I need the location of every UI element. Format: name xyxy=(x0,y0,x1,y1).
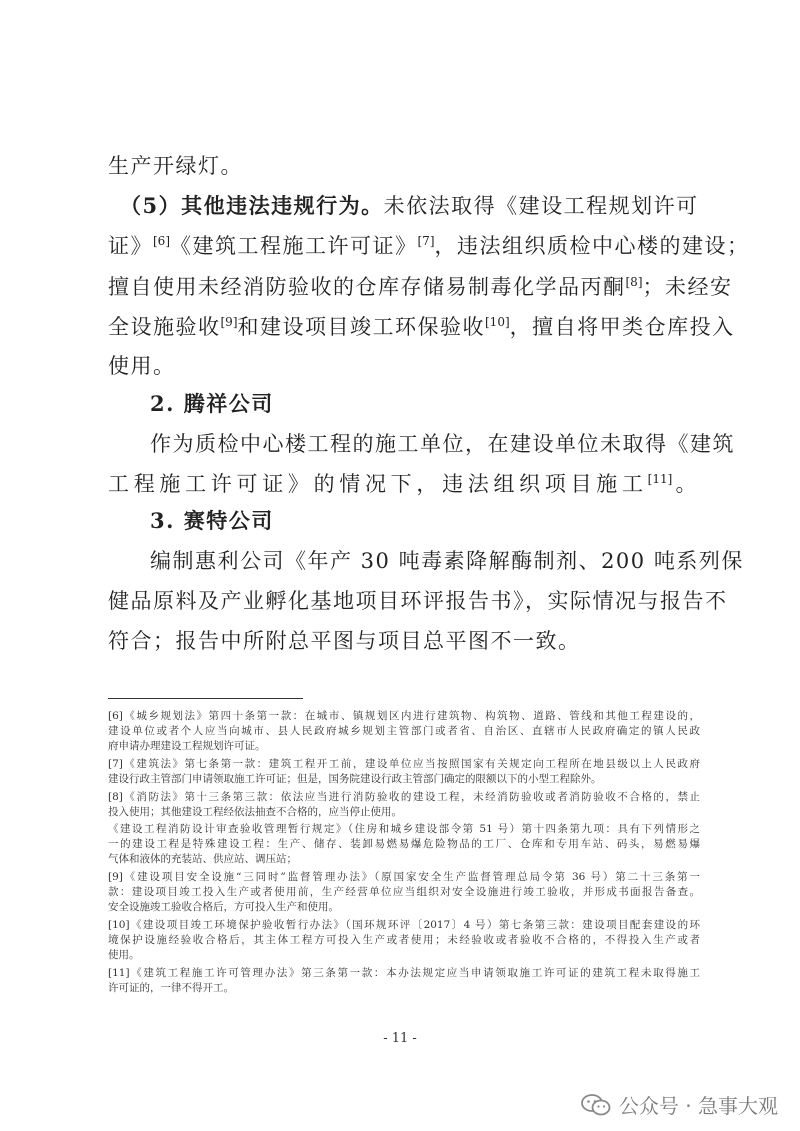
footnote-line: 建设行政主管部门申请领取施工许可证；但是，国务院建设行政主管部门确定的限额以下的小型工程除外。 xyxy=(108,773,602,785)
footnote-line: 款：建设项目竣工投入生产或者使用前，生产经营单位应当组织对安全设施进行竣工验收，并形成书面报告备查。 xyxy=(108,886,700,898)
footnote-ref-6[interactable]: [6] xyxy=(153,234,170,248)
text: 。 xyxy=(672,472,699,496)
footnote-line: 安全设施竣工验收合格后，方可投入生产和使用。 xyxy=(108,901,339,913)
wechat-icon xyxy=(581,1094,611,1116)
body-line-12: 健品原料及产业孵化基地项目环评报告书》，实际情况与报告不 xyxy=(108,589,728,613)
footnote-ref-10[interactable]: [10] xyxy=(485,315,510,329)
text: 未依法取得《建设工程规划许可 xyxy=(383,194,699,218)
footnote-ref-7[interactable]: [7] xyxy=(417,234,435,248)
footnote-line: 许可证的，一律不得开工。 xyxy=(108,982,234,994)
body-line-2 xyxy=(108,192,698,220)
text: ，擅自将甲类仓库投入 xyxy=(509,315,735,339)
footnote-line: 境保护设施经验收合格后，其主体工程方可投入生产或者使用；未经验收或者验收不合格的，不得投入生产或者 xyxy=(108,934,700,946)
body-line-3 xyxy=(108,232,750,260)
footnote-separator xyxy=(108,698,303,699)
page-number: - 11 - xyxy=(383,1031,417,1046)
footnote-ref-11[interactable]: [11] xyxy=(647,472,673,486)
body-line-5 xyxy=(108,313,735,341)
footnote-ref-9[interactable]: [9] xyxy=(220,315,238,329)
footnote-line: 使用。 xyxy=(108,949,140,961)
footnote-line: [7]《建筑法》第七条第一款：建筑工程开工前，建设单位应当按照国家有关规定向工程所在地县级以上人民政府 xyxy=(108,758,700,770)
text: ；未经安 xyxy=(642,275,733,299)
body-line-4 xyxy=(108,273,733,301)
body-line-9 xyxy=(108,470,698,498)
footnote-line: 气体和液体的充装站、供应站、调压站； xyxy=(108,853,297,865)
footnote-ref-8[interactable]: [8] xyxy=(625,275,643,289)
footnote-line: 《建设工程消防设计审查验收管理暂行规定》（住房和城乡建设部令第 51 号）第十四条第九项：具有下列情形之 xyxy=(108,823,700,835)
text: 擅自使用未经消防验收的仓库存储易制毒化学品丙酮 xyxy=(108,275,626,299)
text: 《建筑工程施工许可证》 xyxy=(170,234,418,258)
section-heading-2: 2. 腾祥公司 xyxy=(150,391,274,416)
footnote-line: 建设单位或者个人应当向城市、县人民政府城乡规划主管部门或者省、自治区、直辖市人民政府确定的镇人民政 xyxy=(108,725,700,737)
footnote-line: [10]《建设项目竣工环境保护验收暂行办法》（国环规环评〔2017〕4 号）第七条第三款：建设项目配套建设的环 xyxy=(108,919,700,931)
footnote-line: [11]《建筑工程施工许可管理办法》第三条第一款：本办法规定应当申请领取施工许可证的建筑工程未取得施工 xyxy=(108,967,700,979)
footnote-line: [8]《消防法》第十三条第三款：依法应当进行消防验收的建设工程，未经消防验收或者消防验收不合格的，禁止 xyxy=(108,791,700,803)
body-line-11: 编制惠利公司《年产 30 吨毒素降解酶制剂、200 吨系列保 xyxy=(150,549,744,573)
body-line-8: 作为质检中心楼工程的施工单位，在建设单位未取得《建筑 xyxy=(150,432,735,456)
section-heading-5: （5）其他违法违规行为。 xyxy=(130,193,384,218)
text: ，违法组织质检中心楼的建设； xyxy=(434,234,750,258)
text: 证》 xyxy=(108,234,153,258)
watermark-text: 公众号 · 急事大观 xyxy=(618,1094,778,1118)
footnote-line: 投入使用；其他建设工程经依法抽查不合格的，应当停止使用。 xyxy=(108,806,402,818)
body-line-6 xyxy=(108,352,698,380)
text: 全设施验收 xyxy=(108,315,221,339)
body-line-1 xyxy=(108,152,698,180)
watermark xyxy=(581,1090,778,1119)
footnote-line: 府申请办理建设工程规划许可证。 xyxy=(108,740,266,752)
text: 工程施工许可证》的情况下，违法组织项目施工 xyxy=(108,472,648,496)
section-heading-3: 3. 赛特公司 xyxy=(150,508,274,533)
footnote-line: [9]《建设项目安全设施“三同时”监督管理办法》（原国家安全生产监督管理总局令第 36 号）第二十三条第一 xyxy=(108,871,700,883)
footnote-line: 一的建设工程是特殊建设工程：生产、储存、装卸易燃易爆危险物品的工厂、仓库和专用车站、码头，易燃易爆 xyxy=(108,838,700,850)
text: 使用。 xyxy=(108,354,176,378)
body-line-13: 符合；报告中所附总平图与项目总平图不一致。 xyxy=(108,629,581,653)
footnote-line: [6]《城乡规划法》第四十条第一款：在城市、镇规划区内进行建筑物、构筑物、道路、管线和其他工程建设的， xyxy=(108,710,700,722)
text: 和建设项目竣工环保验收 xyxy=(237,315,485,339)
text: 生产开绿灯。 xyxy=(108,154,243,178)
